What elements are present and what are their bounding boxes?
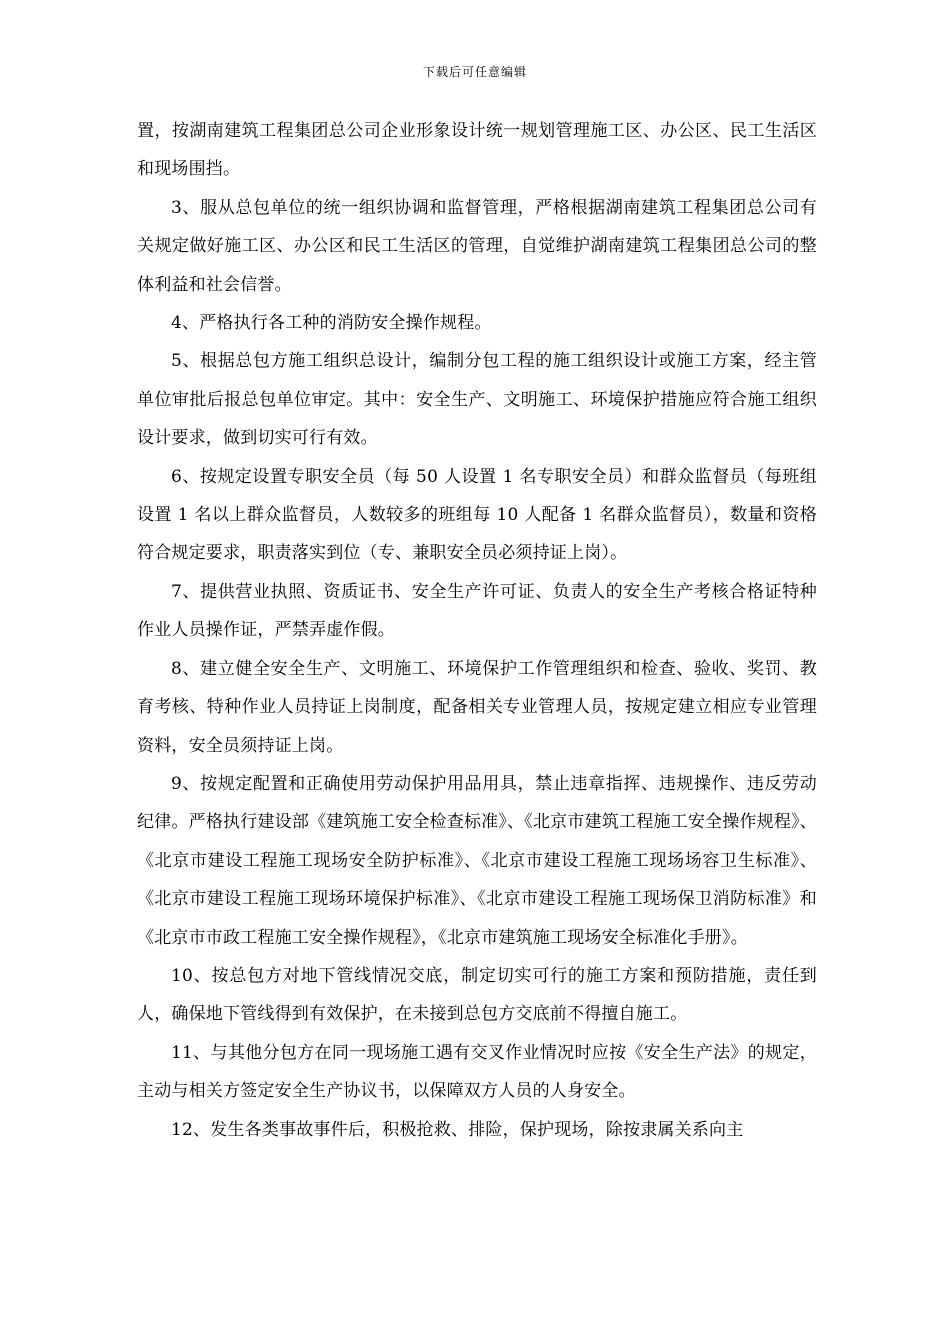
- paragraph-item-12: 12、发生各类事故事件后，积极抢救、排险，保护现场，除按隶属关系向主: [171, 1119, 744, 1140]
- paragraph-item-10: 10、按总包方对地下管线情况交底，制定切实可行的施工方案和预防措施，责任到人，确保地下管线得到有效保护，在未接到总包方交底前不得擅自施工。: [137, 965, 817, 1025]
- document-body: [137, 112, 817, 1149]
- page-header: 下载后可任意编辑: [422, 65, 527, 79]
- paragraph-item-11: 11、与其他分包方在同一现场施工遇有交叉作业情况时应按《安全生产法》的规定，主动与相关方签定安全生产协议书，以保障双方人员的人身安全。: [137, 1042, 817, 1102]
- paragraph-item-3: 3、服从总包单位的统一组织协调和监督管理，严格根据湖南建筑工程集团总公司有关规定做好施工区、办公区和民工生活区的管理，自觉维护湖南建筑工程集团总公司的整体利益和社会信誉。: [137, 197, 817, 295]
- paragraph-item-8: 8、建立健全安全生产、文明施工、环境保护工作管理组织和检查、验收、奖罚、教育考核、特种作业人员持证上岗制度，配备相关专业管理人员，按规定建立相应专业管理资料，安全员须持证上岗。: [137, 658, 817, 756]
- paragraph-item-9: 9、按规定配置和正确使用劳动保护用品用具，禁止违章指挥、违规操作、违反劳动纪律。严格执行建设部《建筑施工安全检查标准》、《北京市建筑工程施工安全操作规程》、《北京市建设工程施工现场安全防护标准》、《北京市建设工程施工现场场容卫生标准》、《北京市建设工程施工现场环境保护标准》、《北京市建设工程施工现场保卫消防标准》和《北京市市政工程施工安全操作规程》，《北京市建筑施工现场安全标准化手册》。: [137, 773, 817, 948]
- paragraph-item-4: 4、严格执行各工种的消防安全操作规程。: [171, 313, 492, 334]
- paragraph-item-5: 5、根据总包方施工组织总设计，编制分包工程的施工组织设计或施工方案，经主管单位审批后报总包单位审定。其中：安全生产、文明施工、环境保护措施应符合施工组织设计要求，做到切实可行有效。: [137, 351, 817, 449]
- paragraph-item-6: 6、按规定设置专职安全员（每 50 人设置 1 名专职安全员）和群众监督员（每班组设置 1 名以上群众监督员，人数较多的班组每 10 人配备 1 名群众监督员），数量和资格符合规定要求，职责落实到位（专、兼职安全员必须持证上岗）。: [137, 466, 817, 564]
- paragraph-continuation: 置，按湖南建筑工程集团总公司企业形象设计统一规划管理施工区、办公区、民工生活区和现场围挡。: [137, 121, 817, 180]
- paragraph-item-7: 7、提供营业执照、资质证书、安全生产许可证、负责人的安全生产考核合格证特种作业人员操作证，严禁弄虚作假。: [137, 581, 817, 641]
